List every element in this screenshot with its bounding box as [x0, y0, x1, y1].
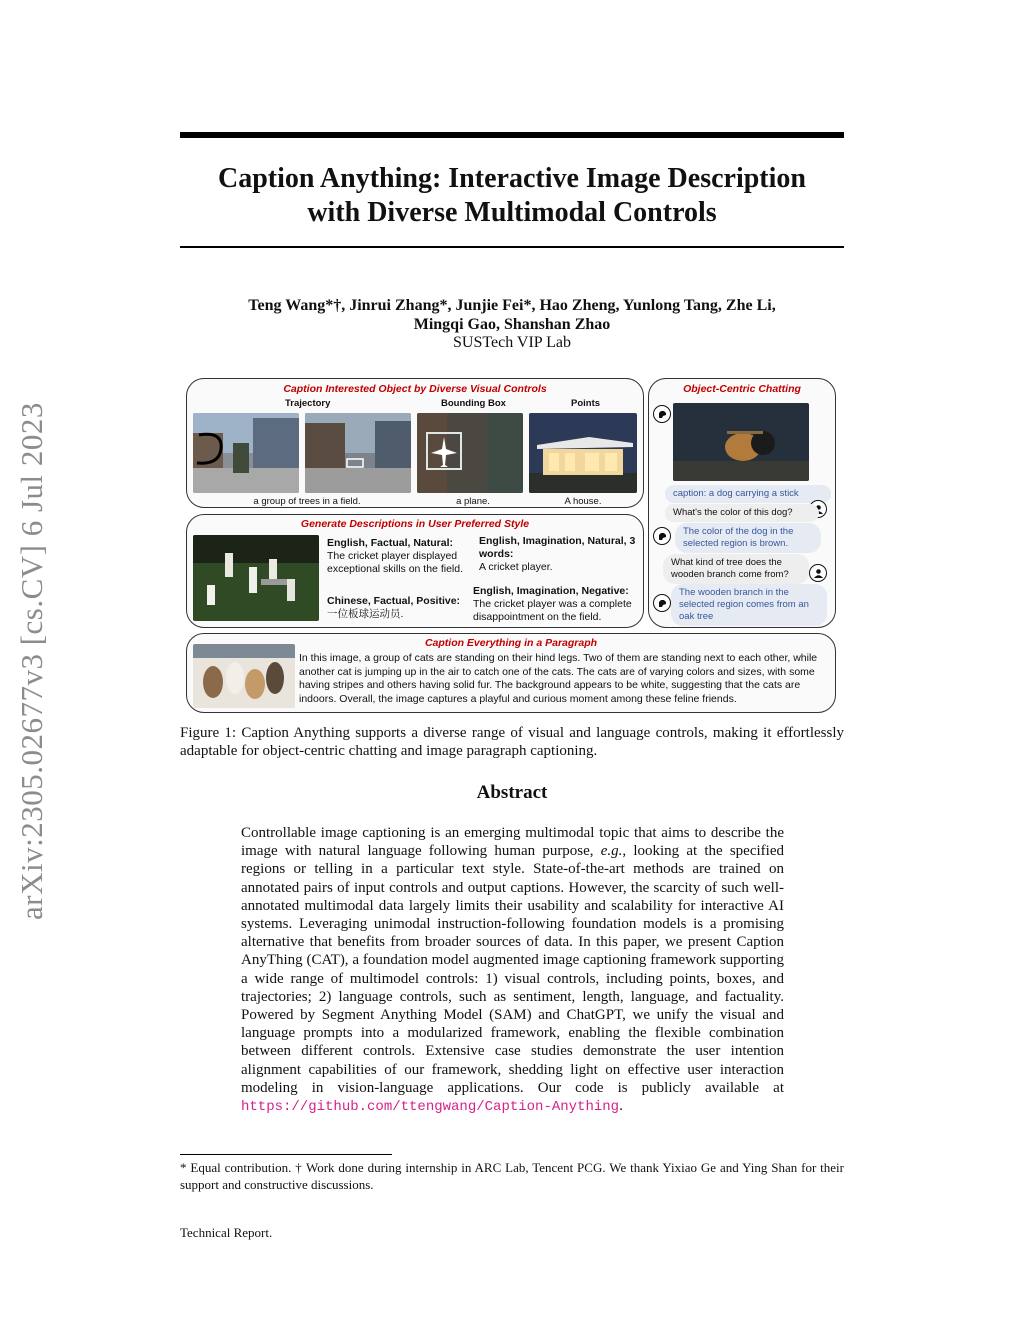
chat-bot-answer-2: The wooden branch in the selected region comes from an oak tree	[671, 584, 827, 626]
style-body: 一位板球运动员.	[327, 608, 404, 620]
image-house	[529, 413, 637, 493]
robot-icon	[653, 405, 671, 423]
github-link[interactable]: https://github.com/ttengwang/Caption-Anything	[241, 1099, 620, 1116]
panel-visual-controls	[186, 378, 644, 508]
title-line-2: with Diverse Multimodal Controls	[307, 197, 717, 228]
abstract-body	[241, 824, 784, 1116]
panel-object-chatting	[648, 378, 836, 628]
technical-report-label: Technical Report.	[180, 1225, 273, 1240]
style-head: Chinese, Factual, Positive:	[327, 595, 461, 607]
style-chinese-factual	[327, 595, 467, 621]
chat-user-question-1: What's the color of this dog?	[665, 504, 819, 522]
authors-line-1: Teng Wang*†, Jinrui Zhang*, Junjie Fei*, Hao Zheng, Yunlong Tang, Zhe Li,	[248, 297, 776, 314]
image-dog-stick	[673, 403, 809, 481]
chat-caption: caption: a dog carrying a stick	[665, 485, 831, 503]
style-body: The cricket player displayed exceptional skills on the field.	[327, 550, 463, 575]
caption-plane: a plane.	[456, 496, 490, 507]
caption-trees: a group of trees in a field.	[253, 496, 361, 507]
image-street-bbox	[305, 413, 411, 493]
title-bottom-rule	[180, 246, 844, 248]
style-head: English, Imagination, Negative:	[473, 585, 629, 597]
paragraph-caption: In this image, a group of cats are standing on their hind legs. Two of them are standing next to each other, while another cat is jumping up in the air to catch one of the cats. The cats are of varying colors and sizes, with some having stripes and others having solid fur. The background appears to be white, suggesting that the cats are indoors. Overall, the image captures a playful and curious moment among these feline friends.	[299, 652, 818, 705]
label-points: Points	[571, 398, 601, 409]
style-body: The cricket player was a complete disappointment on the field.	[473, 598, 632, 623]
abstract-heading: Abstract	[476, 782, 548, 803]
style-head: English, Factual, Natural:	[327, 537, 454, 549]
caption-house: A house.	[564, 496, 602, 507]
abstract-text: , looking at the specified regions or telling in a particular text style. State-of-the-art methods are trained on annotated pairs of input controls and output captions. However, the scarcity of such well-annotated multimodal data largely limits their usability and scalability for interactive AI systems. Leveraging unimodal instruction-following foundation models is a promising alternative that benefits from broader sources of data. In this paper, we present Caption AnyThing (CAT), a foundation model augmented image captioning framework supporting a wide range of multimodel controls: 1) visual controls, including points, boxes, and trajectories; 2) language controls, such as sentiment, length, language, and factuality. Powered by Segment Anything Model (SAM) and ChatGPT, we unify the visual and language prompts into a modularized framework, enabling the flexible combination between different controls. Extensive case studies demonstrate the user intention alignment capabilities of our framework, shedding light on effective user interaction modeling in vision-language applications. Our code is publicly available at	[241, 843, 784, 1096]
title-line-1: Caption Anything: Interactive Image Description	[218, 163, 806, 194]
image-street-trajectory	[193, 413, 299, 493]
paper-title	[180, 162, 844, 230]
user-icon	[809, 564, 827, 582]
image-cricket	[193, 535, 319, 621]
panel-user-style	[186, 514, 644, 628]
label-bounding-box: Bounding Box	[441, 398, 506, 409]
image-cats	[193, 644, 295, 708]
panel-title: Generate Descriptions in User Preferred Style	[300, 518, 530, 530]
panel-paragraph	[186, 633, 836, 713]
footnote: * Equal contribution. † Work done during internship in ARC Lab, Tencent PCG. We thank Yixiao Ge and Ying Shan for their support and constructive discussions.	[180, 1160, 844, 1192]
authors	[180, 296, 844, 334]
label-trajectory: Trajectory	[285, 398, 331, 409]
authors-line-2: Mingqi Gao, Shanshan Zhao	[413, 316, 611, 333]
panel-title: Object-Centric Chatting	[683, 383, 801, 395]
image-airport-plane	[417, 413, 523, 493]
robot-icon	[653, 594, 671, 612]
abstract-end: .	[619, 1098, 623, 1115]
panel-title: Caption Interested Object by Diverse Visual Controls	[283, 383, 547, 395]
arxiv-side-label: arXiv:2305.02677v3 [cs.CV] 6 Jul 2023	[14, 402, 49, 920]
panel-title: Caption Everything in a Paragraph	[424, 637, 598, 649]
affiliation: SUSTech VIP Lab	[453, 334, 571, 351]
chat-user-question-2: What kind of tree does the wooden branch come from?	[663, 554, 809, 584]
figure-caption: Figure 1: Caption Anything supports a diverse range of visual and language controls, making it effortlessly adaptable for object-centric chatting and image paragraph captioning.	[180, 725, 844, 759]
style-english-imagination	[479, 535, 639, 574]
abstract-text: Controllable image captioning is an emerging multimodal topic that aims to describe the image with natural language following human purpose,	[241, 825, 784, 860]
abstract-eg: e.g.	[600, 843, 623, 860]
style-head: English, Imagination, Natural, 3 words:	[479, 535, 636, 560]
footnote-rule	[180, 1154, 392, 1155]
chat-bot-answer-1: The color of the dog in the selected region is brown.	[675, 523, 821, 553]
style-english-negative	[473, 585, 639, 624]
style-body: A cricket player.	[479, 561, 553, 573]
style-english-factual	[327, 537, 477, 576]
robot-icon	[653, 527, 671, 545]
title-top-rule	[180, 132, 844, 138]
